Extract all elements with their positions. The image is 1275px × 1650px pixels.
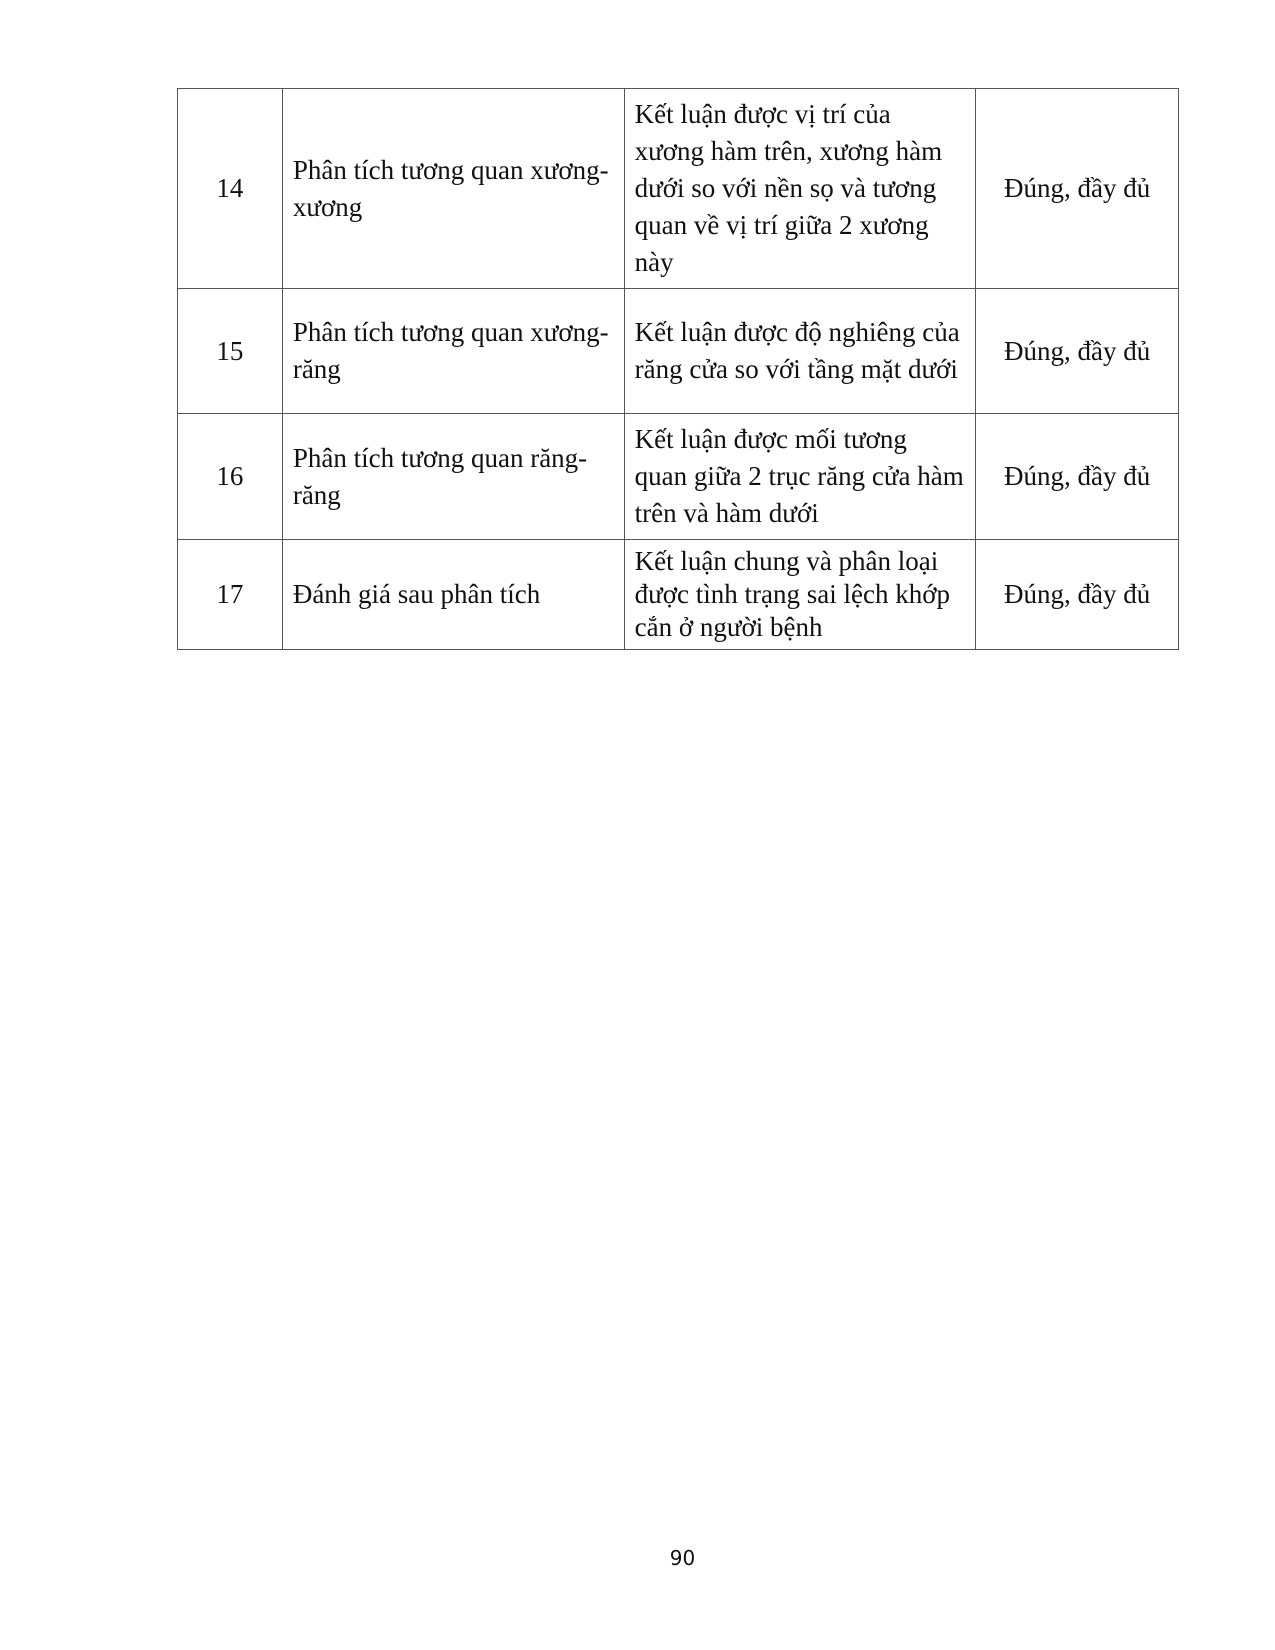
- step-standard: Đúng, đầy đủ: [976, 289, 1179, 414]
- row-number: 16: [178, 414, 283, 540]
- table-row: [178, 289, 1179, 414]
- step-name: Phân tích tương quan xương-răng: [282, 289, 624, 414]
- row-number: 15: [178, 289, 283, 414]
- step-name: Phân tích tương quan răng-răng: [282, 414, 624, 540]
- procedure-table: [177, 88, 1179, 650]
- row-number: 17: [178, 540, 283, 650]
- step-requirement: Kết luận được vị trí của xương hàm trên, xương hàm dưới so với nền sọ và tương quan về vị trí giữa 2 xương này: [624, 89, 976, 289]
- table-row: [178, 414, 1179, 540]
- step-standard: Đúng, đầy đủ: [976, 89, 1179, 289]
- page-number: 90: [669, 1546, 696, 1570]
- table-row: [178, 89, 1179, 289]
- step-name: Đánh giá sau phân tích: [282, 540, 624, 650]
- step-requirement: Kết luận chung và phân loại được tình trạng sai lệch khớp cắn ở người bệnh: [624, 540, 976, 650]
- step-standard: Đúng, đầy đủ: [976, 540, 1179, 650]
- step-requirement: Kết luận được mối tương quan giữa 2 trục răng cửa hàm trên và hàm dưới: [624, 414, 976, 540]
- table-row: [178, 540, 1179, 650]
- step-standard: Đúng, đầy đủ: [976, 414, 1179, 540]
- row-number: 14: [178, 89, 283, 289]
- step-name: Phân tích tương quan xương-xương: [282, 89, 624, 289]
- step-requirement: Kết luận được độ nghiêng của răng cửa so với tầng mặt dưới: [624, 289, 976, 414]
